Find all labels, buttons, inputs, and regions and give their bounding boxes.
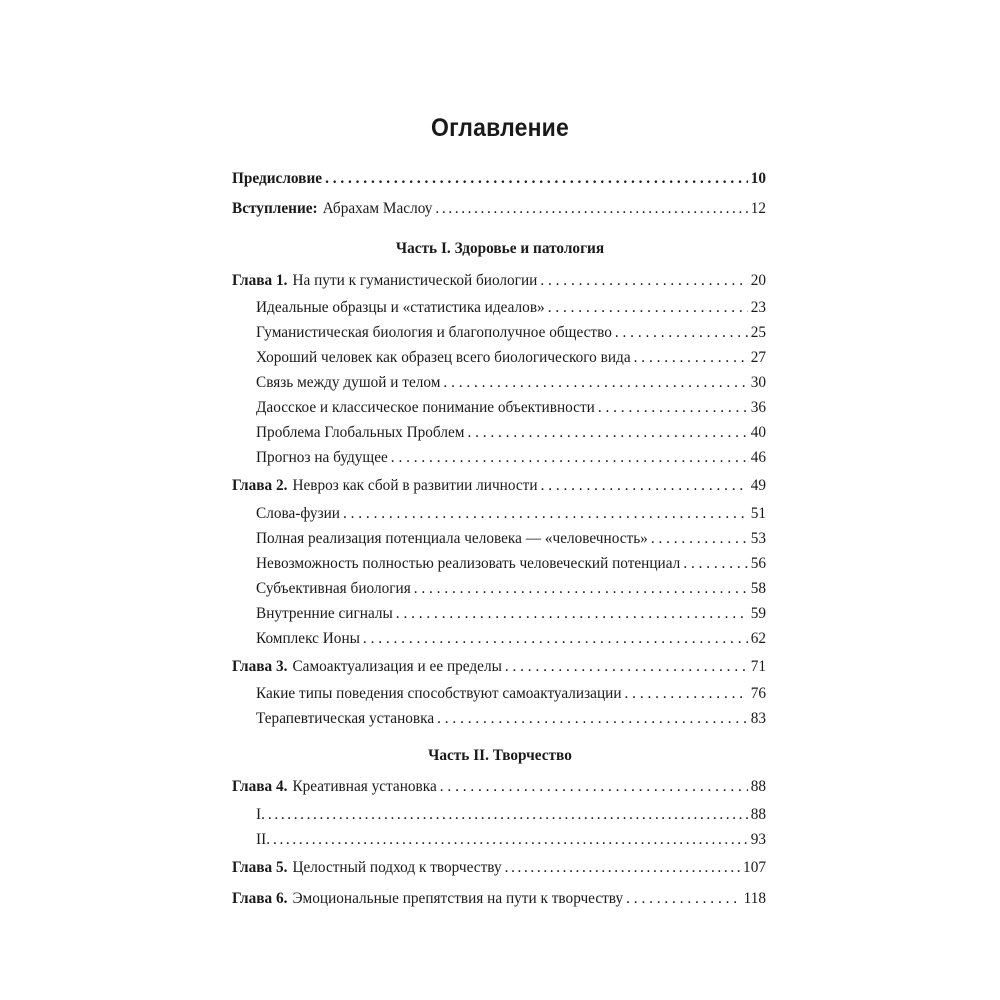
dot-leader xyxy=(625,685,748,703)
entry-page: 51 xyxy=(750,505,766,522)
toc-entry-section[interactable] xyxy=(256,299,766,321)
entry-title: Прогноз на будущее xyxy=(256,449,388,466)
entry-page: 23 xyxy=(750,299,766,316)
entry-page: 71 xyxy=(750,658,766,675)
dot-leader xyxy=(548,299,748,317)
entry-page: 56 xyxy=(750,555,766,572)
toc-entry-chapter-6[interactable] xyxy=(232,890,766,912)
entry-label: Глава 3. xyxy=(232,658,288,675)
entry-label: Глава 6. xyxy=(232,890,288,907)
toc-entry-section[interactable] xyxy=(256,710,766,732)
dot-leader xyxy=(414,580,748,598)
dot-leader xyxy=(651,530,748,548)
toc-entry-preface[interactable] xyxy=(232,170,766,192)
entry-page: 30 xyxy=(750,374,766,391)
entry-title: Даосское и классическое понимание объективности xyxy=(256,399,595,416)
entry-page: 46 xyxy=(750,449,766,466)
entry-page: 76 xyxy=(750,685,766,702)
entry-page: 93 xyxy=(750,831,766,848)
entry-title: Хороший человек как образец всего биологического вида xyxy=(256,349,631,366)
toc-entry-section[interactable] xyxy=(256,530,766,552)
entry-title: Полная реализация потенциала человека — «человечность» xyxy=(256,530,648,547)
entry-title: Терапевтическая установка xyxy=(256,710,435,727)
toc-entry-section[interactable] xyxy=(256,399,766,421)
toc-entry-chapter-2[interactable] xyxy=(232,477,766,499)
dot-leader xyxy=(435,200,747,218)
entry-title: II. xyxy=(256,831,271,848)
toc-entry-section[interactable] xyxy=(256,424,766,446)
dot-leader xyxy=(683,555,747,573)
entry-page: 59 xyxy=(750,605,766,622)
toc-entry-section[interactable] xyxy=(256,555,766,577)
entry-title: Субъективная биология xyxy=(256,580,411,597)
entry-title: Предисловие xyxy=(232,170,323,187)
entry-title: Связь между душой и телом xyxy=(256,374,441,391)
entry-title: Комплекс Ионы xyxy=(256,630,360,647)
dot-leader xyxy=(505,658,748,676)
dot-leader xyxy=(343,505,748,523)
toc-entry-section[interactable] xyxy=(256,831,766,853)
entry-title: Креативная установка xyxy=(292,778,437,795)
dot-leader xyxy=(440,778,748,796)
entry-title: Эмоциональные препятствия на пути к творчеству xyxy=(292,890,624,907)
toc-entry-section[interactable] xyxy=(256,806,766,828)
entry-title: Гуманистическая биология и благополучное общество xyxy=(256,324,612,341)
entry-title: Целостный подход к творчеству xyxy=(292,859,502,876)
toc-entry-chapter-4[interactable] xyxy=(232,778,766,800)
entry-page: 12 xyxy=(750,200,766,217)
entry-title: На пути к гуманистической биологии xyxy=(292,272,538,289)
toc-entry-section[interactable] xyxy=(256,580,766,602)
toc-entry-section[interactable] xyxy=(256,605,766,627)
entry-title: Невозможность полностью реализовать человеческий потенциал xyxy=(256,555,681,572)
dot-leader xyxy=(273,831,748,849)
toc-entry-intro[interactable] xyxy=(232,200,766,222)
entry-title: I. xyxy=(256,806,265,823)
entry-label: Глава 4. xyxy=(232,778,288,795)
entry-label: Глава 1. xyxy=(232,272,288,289)
dot-leader xyxy=(540,272,747,290)
dot-leader xyxy=(467,424,747,442)
dot-leader xyxy=(437,710,748,728)
toc-entry-chapter-5[interactable] xyxy=(232,859,766,881)
entry-page: 58 xyxy=(750,580,766,597)
part-heading-1: Часть I. Здоровье и патология xyxy=(395,240,605,257)
entry-page: 10 xyxy=(750,170,766,187)
entry-title: Самоактуализация и ее пределы xyxy=(292,658,502,675)
entry-page: 27 xyxy=(750,349,766,366)
entry-page: 88 xyxy=(750,778,766,795)
dot-leader xyxy=(505,859,740,877)
entry-title: Проблема Глобальных Проблем xyxy=(256,424,465,441)
toc-entry-section[interactable] xyxy=(256,374,766,396)
part-heading-2: Часть II. Творчество xyxy=(428,747,572,764)
dot-leader xyxy=(598,399,748,417)
entry-page: 88 xyxy=(750,806,766,823)
dot-leader xyxy=(615,324,748,342)
page-title: Оглавление xyxy=(431,114,569,142)
toc-entry-section[interactable] xyxy=(256,349,766,371)
entry-title: Внутренние сигналы xyxy=(256,605,393,622)
dot-leader xyxy=(363,630,748,648)
entry-page: 118 xyxy=(743,890,766,907)
entry-page: 49 xyxy=(750,477,766,494)
entry-title: Слова-фузии xyxy=(256,505,340,522)
entry-page: 36 xyxy=(750,399,766,416)
entry-title: Абрахам Маслоу xyxy=(322,200,433,217)
toc-entry-section[interactable] xyxy=(256,449,766,471)
dot-leader xyxy=(626,890,740,908)
dot-leader xyxy=(396,605,748,623)
entry-page: 25 xyxy=(750,324,766,341)
entry-label: Вступление: xyxy=(232,200,318,217)
entry-page: 20 xyxy=(750,272,766,289)
dot-leader xyxy=(541,477,748,495)
toc-entry-chapter-3[interactable] xyxy=(232,658,766,680)
entry-page: 83 xyxy=(750,710,766,727)
dot-leader xyxy=(634,349,748,367)
entry-page: 62 xyxy=(750,630,766,647)
toc-entry-section[interactable] xyxy=(256,630,766,652)
entry-page: 40 xyxy=(750,424,766,441)
entry-label: Глава 2. xyxy=(232,477,288,494)
entry-title: Идеальные образцы и «статистика идеалов» xyxy=(256,299,545,316)
entry-page: 107 xyxy=(743,859,766,876)
toc-entry-chapter-1[interactable] xyxy=(232,272,766,294)
toc-entry-section[interactable] xyxy=(256,324,766,346)
toc-entry-section[interactable] xyxy=(256,505,766,527)
entry-title: Какие типы поведения способствуют самоактуализации xyxy=(256,685,622,702)
dot-leader xyxy=(325,170,748,188)
entry-page: 53 xyxy=(750,530,766,547)
dot-leader xyxy=(268,806,748,824)
entry-label: Глава 5. xyxy=(232,859,288,876)
toc-entry-section[interactable] xyxy=(256,685,766,707)
entry-title: Невроз как сбой в развитии личности xyxy=(292,477,538,494)
dot-leader xyxy=(391,449,748,467)
dot-leader xyxy=(443,374,747,392)
